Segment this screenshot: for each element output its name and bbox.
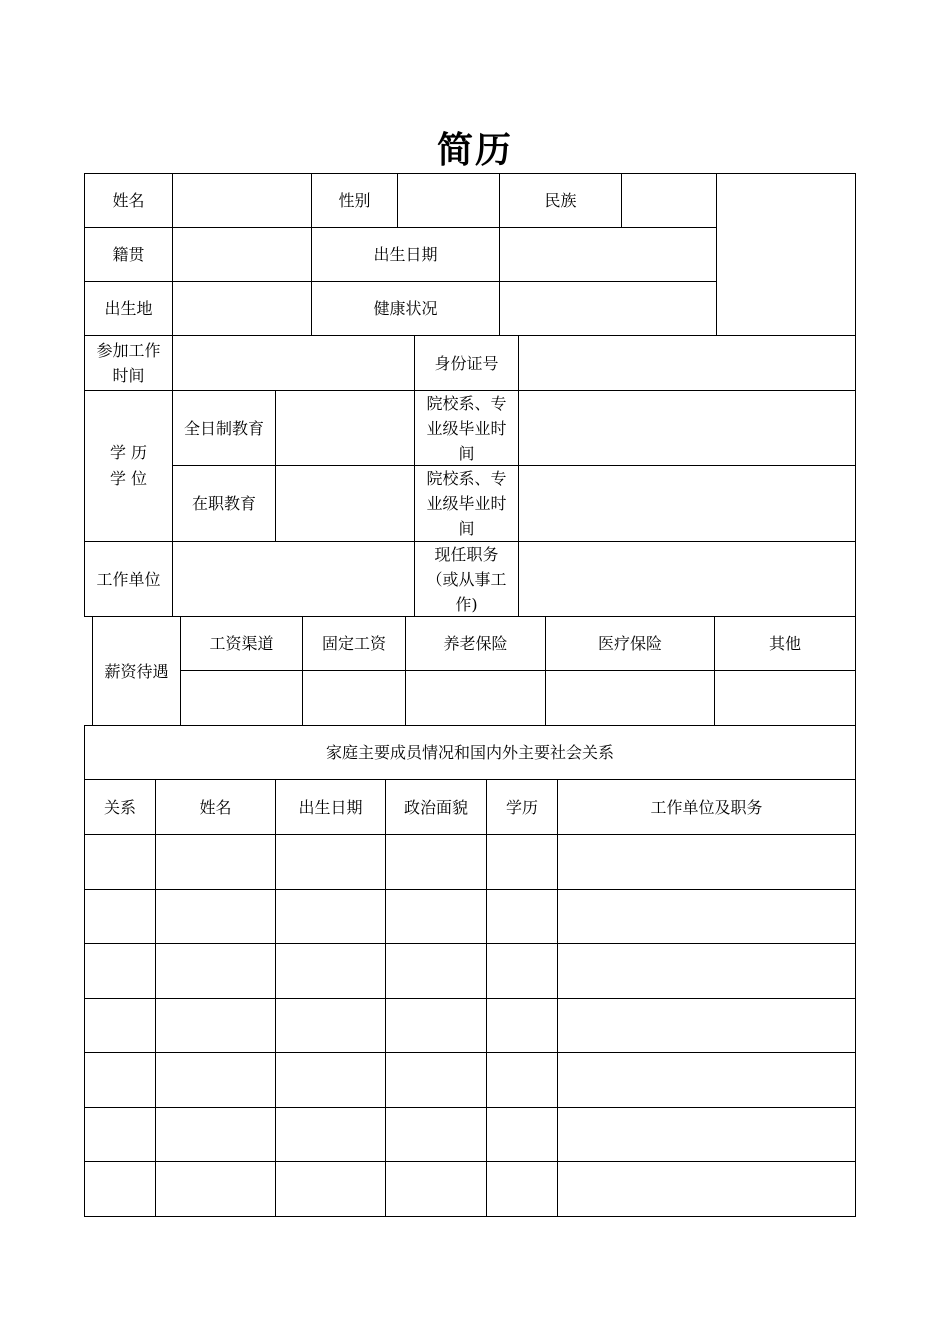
ethnicity-label: 民族 <box>544 190 577 210</box>
work-unit-field[interactable] <box>173 542 414 616</box>
family-cell[interactable] <box>386 1108 486 1161</box>
salary-other-field[interactable] <box>715 671 855 725</box>
family-header-political-status: 政治面貌 <box>403 797 468 817</box>
family-cell[interactable] <box>156 835 275 888</box>
family-cell[interactable] <box>487 1108 557 1161</box>
salary-fixed-field[interactable] <box>303 671 405 725</box>
grid-line <box>84 1216 856 1217</box>
fulltime-education-label: 全日制教育 <box>183 418 264 438</box>
family-cell[interactable] <box>558 1108 855 1161</box>
family-cell[interactable] <box>85 835 155 888</box>
inservice-school-label: 院校系、专业级毕业时间 <box>426 469 507 538</box>
salary-header-channel: 工资渠道 <box>209 634 274 653</box>
photo-area[interactable] <box>717 174 855 335</box>
name-label: 姓名 <box>112 190 145 210</box>
inservice-education-label: 在职教育 <box>191 494 256 513</box>
family-cell[interactable] <box>85 1162 155 1215</box>
birth-date-label: 出生日期 <box>373 245 438 264</box>
work-unit-label: 工作单位 <box>96 569 161 589</box>
family-cell[interactable] <box>386 835 486 888</box>
family-cell[interactable] <box>276 835 385 888</box>
family-cell[interactable] <box>85 944 155 997</box>
family-cell[interactable] <box>487 999 557 1052</box>
family-cell[interactable] <box>558 944 855 997</box>
family-cell[interactable] <box>156 890 275 943</box>
salary-header-medical: 医疗保险 <box>597 634 662 653</box>
family-cell[interactable] <box>156 1162 275 1215</box>
family-cell[interactable] <box>487 944 557 997</box>
id-number-field[interactable] <box>519 336 855 390</box>
fulltime-education-field[interactable] <box>276 391 414 465</box>
family-cell[interactable] <box>386 1053 486 1106</box>
salary-pension-field[interactable] <box>406 671 545 725</box>
position-label: 现任职务（或从事工作) <box>426 544 507 614</box>
family-cell[interactable] <box>558 890 855 943</box>
family-cell[interactable] <box>558 1053 855 1106</box>
family-cell[interactable] <box>558 999 855 1052</box>
family-section-title: 家庭主要成员情况和国内外主要社会关系 <box>325 743 614 762</box>
family-cell[interactable] <box>156 1108 275 1161</box>
health-label: 健康状况 <box>373 299 438 318</box>
family-header-work-unit: 工作单位及职务 <box>650 797 763 817</box>
native-place-field[interactable] <box>173 228 311 281</box>
native-place-label: 籍贯 <box>112 245 145 264</box>
family-cell[interactable] <box>276 999 385 1052</box>
family-cell[interactable] <box>276 944 385 997</box>
id-number-label: 身份证号 <box>434 353 499 373</box>
ethnicity-field[interactable] <box>622 174 716 227</box>
gender-label: 性别 <box>338 190 371 210</box>
salary-header-pension: 养老保险 <box>443 634 508 653</box>
family-cell[interactable] <box>558 835 855 888</box>
salary-header-other: 其他 <box>768 634 801 653</box>
family-cell[interactable] <box>276 1108 385 1161</box>
family-cell[interactable] <box>386 999 486 1052</box>
birthplace-label: 出生地 <box>104 299 153 318</box>
gender-field[interactable] <box>398 174 499 227</box>
family-cell[interactable] <box>85 1108 155 1161</box>
family-cell[interactable] <box>386 890 486 943</box>
family-header-relation: 关系 <box>103 797 136 817</box>
education-degree-label: 学 历 学 位 <box>109 443 148 488</box>
family-cell[interactable] <box>487 1162 557 1215</box>
family-cell[interactable] <box>156 944 275 997</box>
family-cell[interactable] <box>386 944 486 997</box>
inservice-education-field[interactable] <box>276 466 414 541</box>
grid-line <box>855 173 856 1217</box>
family-cell[interactable] <box>85 1053 155 1106</box>
salary-medical-field[interactable] <box>546 671 714 725</box>
family-cell[interactable] <box>276 890 385 943</box>
family-cell[interactable] <box>85 999 155 1052</box>
family-header-name: 姓名 <box>199 797 232 817</box>
health-field[interactable] <box>500 282 716 335</box>
name-field[interactable] <box>173 174 311 227</box>
salary-label: 薪资待遇 <box>104 661 169 681</box>
family-cell[interactable] <box>386 1162 486 1215</box>
family-cell[interactable] <box>487 890 557 943</box>
family-cell[interactable] <box>276 1053 385 1106</box>
salary-channel-field[interactable] <box>181 671 302 725</box>
family-cell[interactable] <box>156 999 275 1052</box>
work-start-label: 参加工作时间 <box>96 341 161 385</box>
birthplace-field[interactable] <box>173 282 311 335</box>
family-cell[interactable] <box>276 1162 385 1215</box>
fulltime-school-label: 院校系、专业级毕业时间 <box>426 393 507 463</box>
family-cell[interactable] <box>85 890 155 943</box>
family-header-education: 学历 <box>505 797 538 817</box>
family-cell[interactable] <box>487 1053 557 1106</box>
salary-header-fixed: 固定工资 <box>321 634 386 653</box>
family-cell[interactable] <box>156 1053 275 1106</box>
fulltime-school-field[interactable] <box>519 391 855 465</box>
work-start-field[interactable] <box>173 336 414 390</box>
inservice-school-field[interactable] <box>519 466 855 541</box>
page-title: 简历 <box>436 129 513 171</box>
position-field[interactable] <box>519 542 855 616</box>
family-header-birth-date: 出生日期 <box>298 797 363 817</box>
birth-date-field[interactable] <box>500 228 716 281</box>
family-cell[interactable] <box>487 835 557 888</box>
family-cell[interactable] <box>558 1162 855 1215</box>
